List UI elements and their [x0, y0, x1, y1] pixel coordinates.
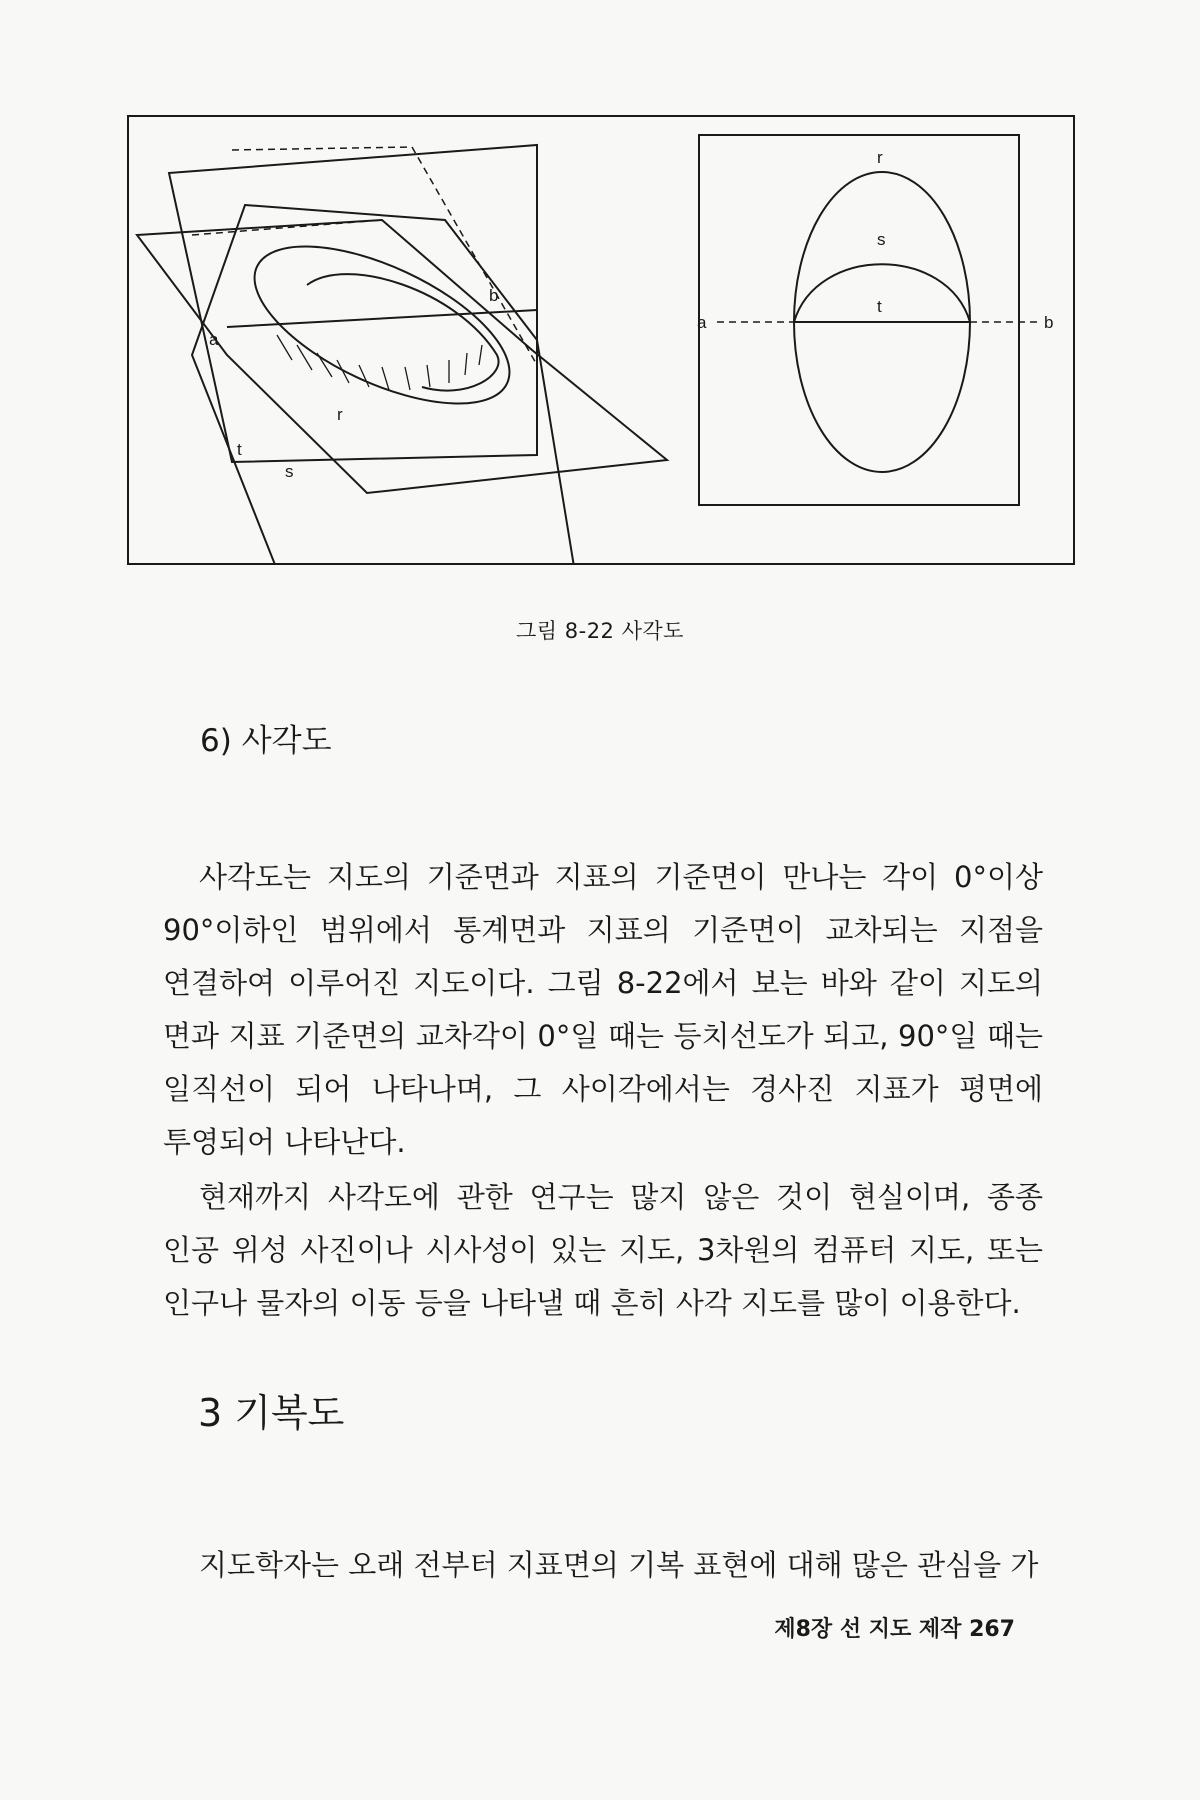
- profile-frame: [699, 135, 1019, 505]
- body-paragraph: 현재까지 사각도에 관한 연구는 많지 않은 것이 현실이며, 종종 인공 위성 사진이나 시사성이 있는 지도, 3차원의 컴퓨터 지도, 또는 인구나 물자의 이동 등을 나타낼 때 흔히 사각 지도를 많이 이용한다.: [163, 1180, 1043, 1320]
- profile-diagram: [699, 135, 1037, 505]
- body-paragraph: 지도학자는 오래 전부터 지표면의 기복 표현에 대해 많은 관심을 가: [199, 1548, 1039, 1582]
- figure-8-22: [127, 115, 1075, 565]
- body-paragraph: 사각도는 지도의 기준면과 지표의 기준면이 만나는 각이 0°이상 90°이하인 범위에서 통계면과 지표의 기준면이 교차되는 지점을 연결하여 이루어진 지도이다. 그림 8-22에서 보는 바와 같이 지도의 면과 지표 기준면의 교차각이 0°일 때는 등치선도가 되고, 90°일 때는 일직선이 되어 나타나며, 그 사이각에서는 경사진 지표가 평면에 투영되어 나타난다.: [163, 860, 1043, 1159]
- vertical-plane-t: [169, 145, 537, 462]
- label-s-right: s: [877, 230, 886, 249]
- inner-dome-curve: [307, 274, 499, 390]
- label-t-left: t: [237, 440, 242, 459]
- label-r-left: r: [337, 405, 343, 424]
- label-a-right: a: [697, 313, 707, 332]
- horizontal-plane-r: [137, 220, 667, 493]
- label-r-right: r: [877, 148, 883, 167]
- label-b-left: b: [489, 286, 499, 305]
- oblique-plane-s: [192, 205, 577, 565]
- perspective-diagram: [137, 145, 667, 565]
- label-b-right: b: [1044, 313, 1054, 332]
- figure-border: [128, 116, 1074, 564]
- profile-arc-s: [794, 264, 970, 322]
- label-s-left: s: [285, 462, 294, 481]
- hidden-edges: [192, 147, 537, 440]
- figure-caption: 그림 8-22 사각도: [516, 619, 684, 643]
- chapter-heading: 3 기복도: [198, 1391, 345, 1435]
- surface-hatching: [277, 335, 482, 390]
- label-a-left: a: [209, 330, 219, 349]
- section-heading: 6) 사각도: [200, 723, 332, 759]
- label-t-right: t: [877, 297, 882, 316]
- oblique-map-diagram: [127, 115, 1075, 565]
- page-footer: 제8장 선 지도 제작 267: [774, 1617, 1015, 1642]
